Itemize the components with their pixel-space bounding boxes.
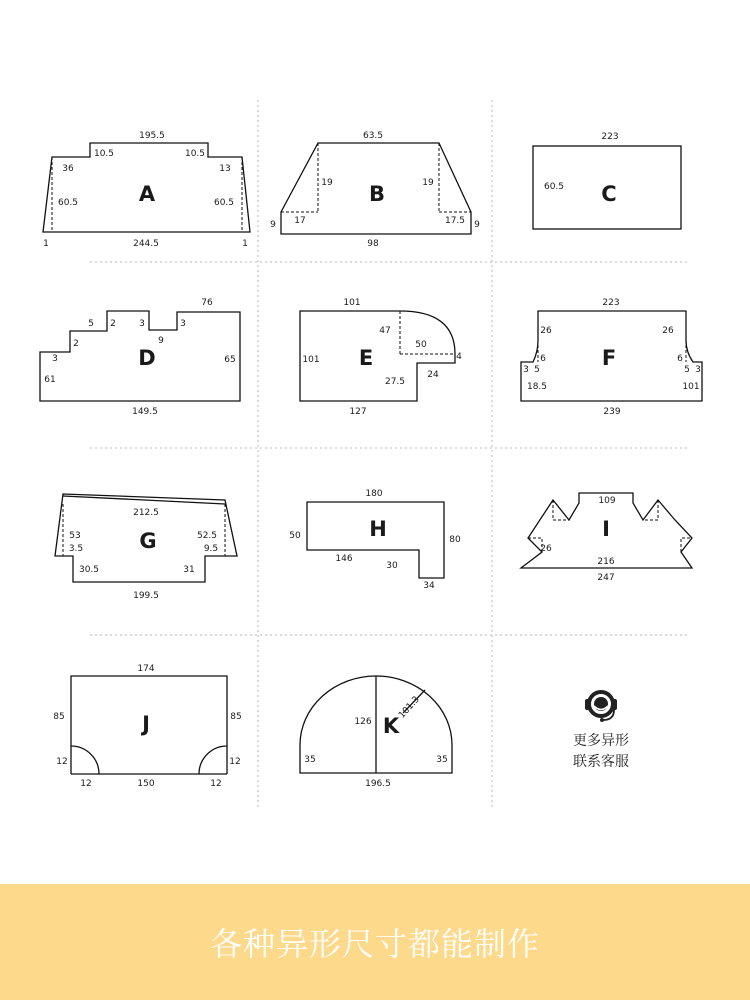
- dim-label: 223: [601, 132, 619, 142]
- dim-label: 50: [289, 531, 301, 541]
- dim-label: 3: [139, 319, 145, 329]
- dim-label: 101.3: [397, 694, 422, 721]
- dim-label: 149.5: [132, 407, 158, 417]
- dim-label: 80: [449, 535, 461, 545]
- dim-label: 60.5: [213, 198, 235, 208]
- dim-label: 10.5: [184, 149, 206, 159]
- dim-label: 101: [302, 355, 320, 365]
- dim-label: 1: [242, 239, 248, 249]
- dim-label: 5: [534, 365, 540, 375]
- banner-text: 各种异形尺寸都能制作: [209, 925, 540, 963]
- contact-line-1: 更多异形: [573, 733, 629, 749]
- dim-label: 4: [456, 352, 462, 362]
- dim-label: 65: [224, 355, 236, 365]
- dim-label: 196.5: [365, 779, 391, 789]
- bottom-banner: [0, 884, 750, 1000]
- shape-b: [270, 131, 480, 249]
- dim-label: 63.5: [362, 131, 384, 141]
- dim-label: 61: [44, 375, 56, 385]
- dim-label: 19: [422, 178, 434, 188]
- shape-e-letter: E: [358, 346, 374, 370]
- dim-label: 3.5: [68, 544, 84, 554]
- dim-label: 85: [53, 712, 65, 722]
- dim-label: 30.5: [78, 565, 100, 575]
- dim-label: 101: [682, 382, 700, 392]
- shape-g-letter: G: [139, 529, 157, 553]
- shape-h-letter: H: [369, 517, 387, 541]
- dim-label: 150: [137, 779, 155, 789]
- dim-label: 26: [540, 544, 552, 554]
- dim-label: 12: [56, 757, 68, 767]
- dim-label: 13: [219, 164, 231, 174]
- shape-k: [300, 676, 452, 789]
- dim-label: 10.5: [93, 149, 115, 159]
- dim-label: 35: [436, 755, 448, 765]
- shape-k-letter: K: [382, 714, 400, 738]
- dim-label: 1: [43, 239, 49, 249]
- dim-label: 5: [88, 319, 94, 329]
- headset-icon: [585, 692, 617, 722]
- shape-i: [521, 493, 692, 583]
- dim-label: 26: [662, 326, 674, 336]
- dim-label: 26: [540, 326, 552, 336]
- shape-i-letter: I: [602, 517, 610, 541]
- shape-j-letter: J: [142, 712, 150, 736]
- shape-f: [521, 298, 702, 417]
- dim-label: 6: [677, 354, 683, 364]
- dim-label: 212.5: [133, 508, 159, 518]
- dim-label: 199.5: [133, 591, 159, 601]
- dim-label: 3: [180, 319, 186, 329]
- dim-label: 12: [229, 757, 241, 767]
- dim-label: 9: [474, 220, 480, 230]
- dim-label: 31: [183, 565, 195, 575]
- dim-label: 244.5: [133, 239, 159, 249]
- shape-j: [53, 664, 241, 789]
- shape-c: [533, 132, 681, 229]
- dim-label: 18.5: [526, 382, 548, 392]
- dim-label: 52.5: [196, 531, 218, 541]
- dim-label: 36: [62, 164, 74, 174]
- dim-label: 9.5: [203, 544, 219, 554]
- dim-label: 9: [158, 336, 164, 346]
- dim-label: 239: [603, 407, 621, 417]
- shape-c-letter: C: [601, 182, 617, 206]
- dim-label: 27.5: [384, 377, 406, 387]
- dim-label: 2: [110, 319, 116, 329]
- dim-label: 60.5: [57, 198, 79, 208]
- shape-d-letter: D: [138, 346, 156, 370]
- dim-label: 50: [415, 340, 427, 350]
- contact-line-2: 联系客服: [573, 754, 629, 770]
- dim-label: 3: [695, 365, 701, 375]
- dim-label: 34: [423, 581, 435, 591]
- shape-d: [40, 298, 240, 417]
- dim-label: 85: [230, 712, 242, 722]
- dim-label: 12: [210, 779, 222, 789]
- dim-label: 19: [321, 178, 333, 188]
- shape-e: [300, 298, 462, 417]
- dim-label: 35: [304, 755, 316, 765]
- dim-label: 216: [597, 557, 615, 567]
- dim-label: 127: [349, 407, 367, 417]
- shape-a: [43, 131, 250, 249]
- dim-label: 2: [73, 339, 79, 349]
- dim-label: 174: [137, 664, 155, 674]
- dim-label: 24: [427, 370, 439, 380]
- dim-label: 146: [335, 554, 353, 564]
- dim-label: 195.5: [139, 131, 165, 141]
- dim-label: 60.5: [543, 182, 565, 192]
- dim-label: 12: [80, 779, 92, 789]
- dim-label: 53: [69, 531, 81, 541]
- dim-label: 223: [602, 298, 620, 308]
- dim-label: 98: [367, 239, 379, 249]
- dim-label: 109: [598, 496, 616, 506]
- dim-label: 101: [343, 298, 361, 308]
- shape-b-letter: B: [368, 182, 386, 206]
- dim-label: 126: [354, 717, 372, 727]
- shape-a-letter: A: [138, 182, 156, 206]
- dim-label: 76: [201, 298, 213, 308]
- shape-g: [55, 494, 237, 601]
- shape-h: [289, 489, 461, 591]
- dim-label: 247: [597, 573, 615, 583]
- dim-label: 3: [523, 365, 529, 375]
- dim-label: 9: [270, 220, 276, 230]
- dim-label: 5: [684, 365, 690, 375]
- shape-f-letter: F: [601, 346, 617, 370]
- dim-label: 17: [294, 216, 306, 226]
- dim-label: 30: [386, 561, 398, 571]
- dim-label: 17.5: [444, 216, 466, 226]
- dim-label: 47: [379, 326, 391, 336]
- dim-label: 180: [365, 489, 383, 499]
- contact-service[interactable]: [573, 692, 629, 770]
- dim-label: 6: [540, 354, 546, 364]
- dim-label: 3: [52, 354, 58, 364]
